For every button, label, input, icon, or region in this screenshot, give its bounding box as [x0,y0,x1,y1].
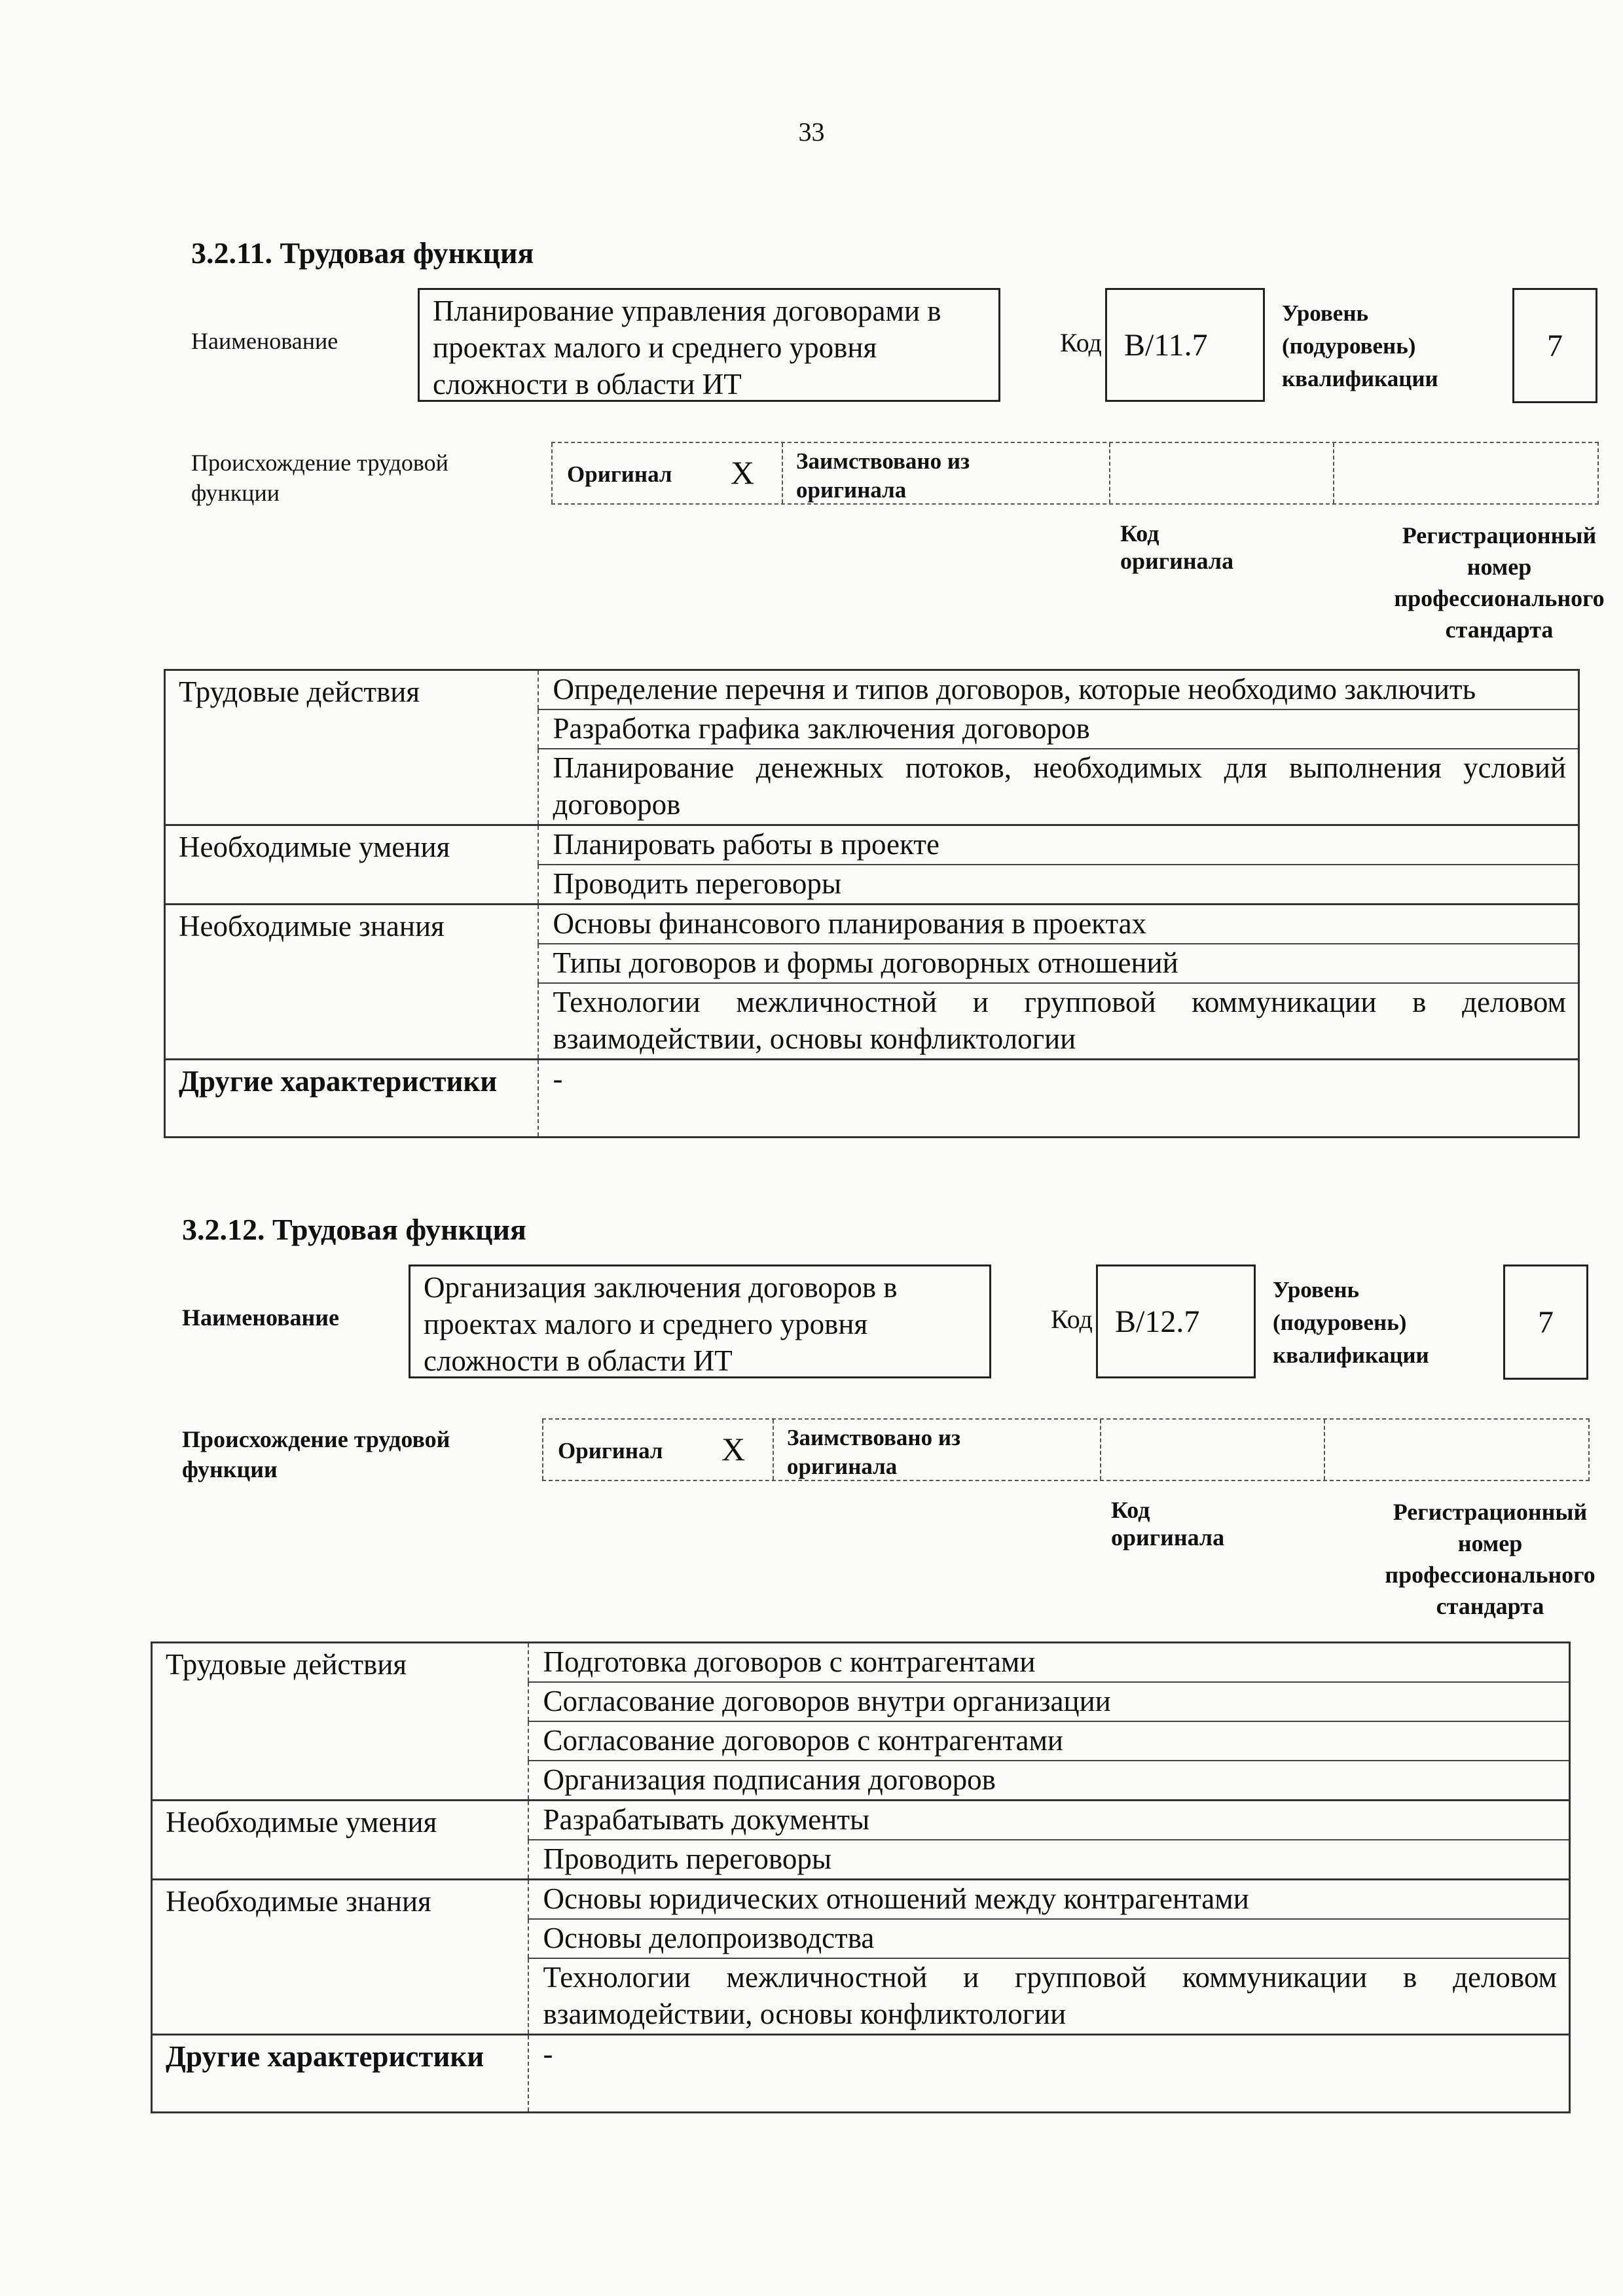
skill-item: Проводить переговоры [528,1840,1570,1880]
knowledge-item: Основы делопроизводства [528,1919,1570,1958]
function-table-3-2-11 [164,669,1580,1138]
code-original-cell [1109,443,1333,503]
actions-label: Трудовые действия [165,670,538,825]
knowledge-label: Необходимые знания [165,905,538,1060]
actions-label: Трудовые действия [152,1643,528,1801]
origin-strip [551,442,1599,505]
code-label: Код [1051,1304,1093,1334]
original-mark: X [721,1431,746,1467]
page-number: 33 [798,117,825,147]
borrowed-cell [773,1420,1100,1480]
section-title: 3.2.12. Трудовая функция [182,1213,526,1246]
skills-label: Необходимые умения [152,1801,528,1880]
borrowed-label: Заимствовано из оригинала [796,448,970,503]
level-label: Уровень (подуровень) квалификации [1282,300,1438,391]
original-mark: X [731,454,755,491]
original-cell [551,443,782,503]
action-item: Согласование договоров с контрагентами [528,1721,1570,1761]
action-item: Подготовка договоров с контрагентами [528,1643,1570,1683]
skill-item: Планировать работы в проекте [538,825,1579,865]
level-label: Уровень (подуровень) квалификации [1273,1277,1429,1368]
original-label: Оригинал [567,461,672,487]
function-code-box: B/12.7 [1096,1265,1256,1378]
function-code-box: B/11.7 [1105,288,1265,402]
knowledge-item: Типы договоров и формы договорных отношений [538,944,1579,983]
knowledge-item: Основы юридических отношений между контрагентами [528,1880,1570,1920]
borrowed-label: Заимствовано из оригинала [787,1425,961,1479]
function-name-box: Планирование управления договорами в проектах малого и среднего уровня сложности в области ИТ [418,288,1000,402]
reg-number-caption: Регистрационный номер профессионального стандарта [1385,1499,1596,1619]
function-name-box: Организация заключения договоров в проектах малого и среднего уровня сложности в области ИТ [409,1265,991,1378]
skill-item: Разрабатывать документы [528,1801,1570,1840]
knowledge-label: Необходимые знания [152,1880,528,2035]
name-label: Наименование [191,328,338,354]
knowledge-item: Технологии межличностной и групповой коммуникации в деловом взаимодействии, основы конфликтологии [528,1958,1570,2035]
origin-strip [542,1418,1590,1481]
borrowed-cell [782,443,1109,503]
level-value-box: 7 [1503,1265,1588,1380]
original-label: Оригинал [558,1438,663,1463]
code-original-caption: Код оригинала [1120,520,1234,574]
reg-number-caption: Регистрационный номер профессионального стандарта [1394,522,1605,643]
action-item: Согласование договоров внутри организации [528,1682,1570,1721]
action-item: Организация подписания договоров [528,1761,1570,1801]
reg-number-cell [1333,443,1597,503]
skills-label: Необходимые умения [165,825,538,905]
function-table-3-2-12 [151,1641,1571,2113]
original-cell [542,1420,773,1480]
action-item: Разработка графика заключения договоров [538,709,1579,749]
level-value-box: 7 [1512,288,1597,403]
section-title: 3.2.11. Трудовая функция [191,236,534,270]
knowledge-item: Технологии межличностной и групповой коммуникации в деловом взаимодействии, основы конфликтологии [538,983,1579,1060]
other-label: Другие характеристики [152,2035,528,2113]
code-original-cell [1100,1420,1324,1480]
other-label: Другие характеристики [165,1060,538,1138]
knowledge-item: Основы финансового планирования в проектах [538,905,1579,944]
other-value: - [538,1060,1579,1138]
reg-number-cell [1324,1420,1588,1480]
code-label: Код [1060,328,1102,357]
name-label: Наименование [182,1304,339,1331]
origin-label: Происхождение трудовой функции [191,450,448,506]
origin-label: Происхождение трудовой функции [182,1426,450,1482]
other-value: - [528,2035,1570,2113]
code-original-caption: Код оригинала [1111,1497,1225,1551]
action-item: Планирование денежных потоков, необходимых для выполнения условий договоров [538,749,1579,825]
skill-item: Проводить переговоры [538,865,1579,905]
action-item: Определение перечня и типов договоров, которые необходимо заключить [538,670,1579,710]
